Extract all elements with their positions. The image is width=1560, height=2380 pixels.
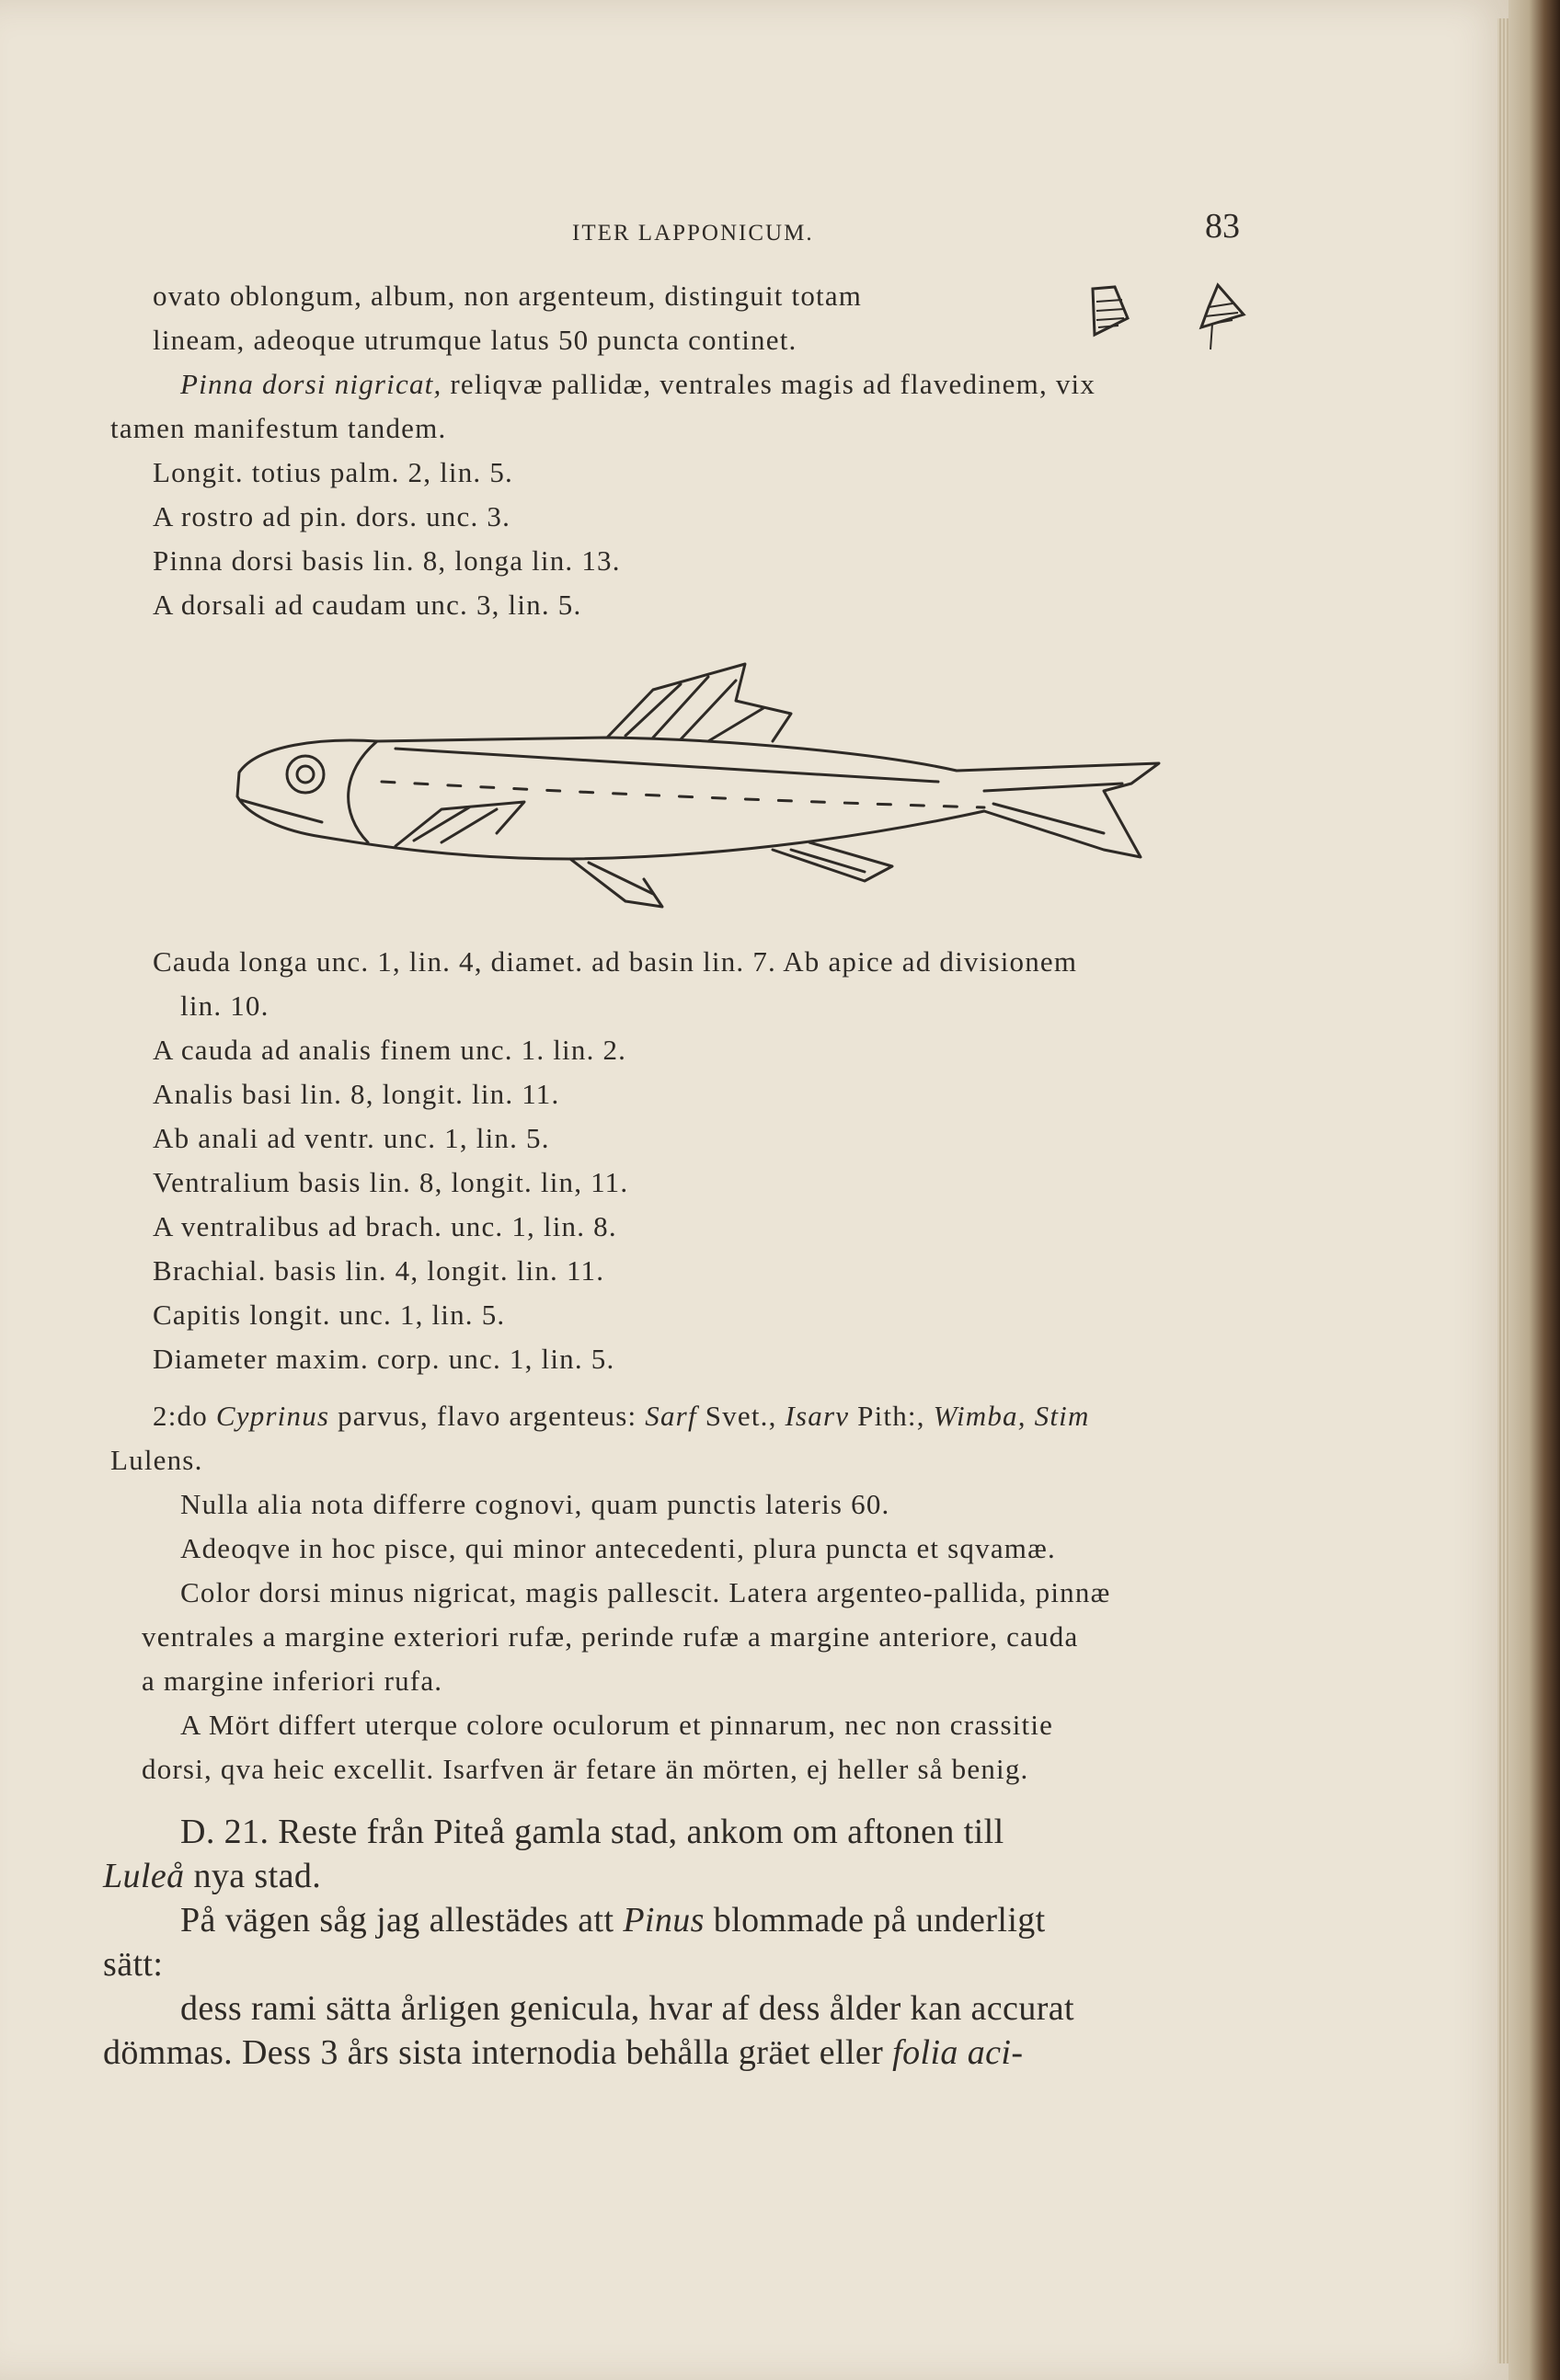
text-span: dömmas. Dess 3 års sista internodia behålla gräet eller <box>103 2033 884 2072</box>
scale-drawing-icon <box>1196 281 1251 353</box>
text-line: Nulla alia nota differre cognovi, quam punctis lateris 60. <box>180 1488 890 1520</box>
italic-text: Pinna dorsi nigricat, <box>180 368 442 400</box>
text-span: parvus, flavo argenteus: <box>329 1400 646 1432</box>
italic-text: folia aci- <box>892 2033 1024 2072</box>
text-line: Adeoqve in hoc pisce, qui minor antecedenti, plura puncta et sqvamæ. <box>180 1532 1056 1564</box>
italic-text: Pinus <box>623 1901 705 1939</box>
text-span: Svet., <box>696 1400 786 1432</box>
text-span: Pith:, <box>849 1400 934 1432</box>
text-line: Ventralium basis lin. 8, longit. lin, 11. <box>153 1166 629 1198</box>
fish-illustration <box>221 653 1177 929</box>
text-line: Color dorsi minus nigricat, magis pallescit. Latera argenteo-pallida, pinnæ <box>180 1576 1111 1608</box>
text-line: Ab anali ad ventr. unc. 1, lin. 5. <box>153 1122 550 1154</box>
text-line: dess rami sätta årligen genicula, hvar af dess ålder kan accurat <box>180 1989 1074 2028</box>
text-line: Brachial. basis lin. 4, longit. lin. 11. <box>153 1254 605 1287</box>
text-line: ventrales a margine exteriori rufæ, perinde rufæ a margine anteriore, cauda <box>142 1620 1079 1653</box>
text-line: A Mört differt uterque colore oculorum et pinnarum, nec non crassitie <box>180 1709 1054 1741</box>
text-line: lin. 10. <box>180 990 270 1022</box>
running-header: ITER LAPPONICUM. <box>572 221 814 246</box>
italic-text: Luleå <box>103 1857 185 1895</box>
italic-text: Stim <box>1034 1400 1090 1432</box>
text-line: dorsi, qva heic excellit. Isarfven är fetare än mörten, ej heller så benig. <box>142 1753 1029 1785</box>
text-line <box>103 2032 1023 2073</box>
text-line: Diameter maxim. corp. unc. 1, lin. 5. <box>153 1343 615 1375</box>
text-line <box>153 1400 1090 1433</box>
text-line: A dorsali ad caudam unc. 3, lin. 5. <box>153 589 582 621</box>
text-line: A ventralibus ad brach. unc. 1, lin. 8. <box>153 1210 617 1242</box>
italic-text: Cyprinus <box>215 1400 330 1432</box>
text-span: reliqvæ pallidæ, ventrales magis ad flavedinem, vix <box>450 368 1096 400</box>
italic-text: Sarf <box>645 1400 697 1432</box>
text-line <box>103 1856 321 1896</box>
text-line: lineam, adeoque utrumque latus 50 puncta continet. <box>153 324 797 356</box>
text-line: Lulens. <box>110 1444 203 1476</box>
text-span: 2:do <box>153 1400 216 1432</box>
italic-text: Isarv <box>785 1400 850 1432</box>
italic-text: Wimba, <box>933 1400 1027 1432</box>
text-line: a margine inferiori rufa. <box>142 1665 443 1697</box>
text-line: Capitis longit. unc. 1, lin. 5. <box>153 1299 506 1331</box>
text-line: A cauda ad analis finem unc. 1. lin. 2. <box>153 1034 627 1066</box>
text-span <box>1027 1400 1035 1432</box>
text-line: Pinna dorsi basis lin. 8, longa lin. 13. <box>153 544 621 577</box>
text-line <box>180 368 1095 401</box>
text-line: tamen manifestum tandem. <box>110 412 447 444</box>
page-number: 83 <box>1205 207 1240 246</box>
text-line: ovato oblongum, album, non argenteum, distinguit totam <box>153 280 863 312</box>
text-span: nya stad. <box>184 1857 322 1895</box>
text-line: sätt: <box>103 1945 164 1984</box>
text-line: D. 21. Reste från Piteå gamla stad, ankom om aftonen till <box>180 1813 1004 1851</box>
text-line: Longit. totius palm. 2, lin. 5. <box>153 456 513 488</box>
book-spine <box>1508 0 1560 2380</box>
scale-drawing-icon <box>1087 281 1133 346</box>
text-span: På vägen såg jag allestädes att <box>180 1901 614 1939</box>
text-span: blommade på underligt <box>704 1901 1046 1939</box>
text-line <box>180 1900 1046 1940</box>
text-line: Cauda longa unc. 1, lin. 4, diamet. ad basin lin. 7. Ab apice ad divisionem <box>153 945 1078 978</box>
text-line: Analis basi lin. 8, longit. lin. 11. <box>153 1078 560 1110</box>
text-line: A rostro ad pin. dors. unc. 3. <box>153 500 511 532</box>
